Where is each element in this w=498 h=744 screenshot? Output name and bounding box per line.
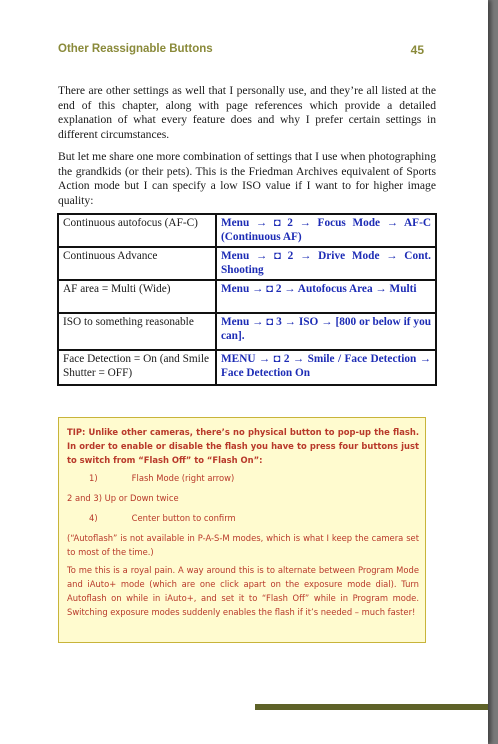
chapter-title: Other Reassignable Buttons xyxy=(58,43,213,55)
settings-table xyxy=(57,213,437,386)
tip-box xyxy=(58,417,426,643)
footer-bar xyxy=(255,704,488,710)
tip-intro: TIP: Unlike other cameras, there’s no physical button to pop-up the flash. In order to enable or disable the flash you have to press four buttons just to switch from “Flash Off” to “Flash On”: xyxy=(67,427,419,465)
tip-note: (“Autoflash” is not available in P-A-S-M modes, which is what I keep the camera set to most of the time.) xyxy=(67,533,419,557)
setting-cell: Continuous autofocus (AF-C) xyxy=(58,214,216,247)
step-number: 4) xyxy=(89,513,98,523)
tip-step-1 xyxy=(67,471,419,485)
step-text: Flash Mode (right arrow) xyxy=(131,473,235,483)
table-row xyxy=(58,350,436,385)
setting-cell: AF area = Multi (Wide) xyxy=(58,280,216,313)
step-text: Center button to confirm xyxy=(131,513,236,523)
tip-step-2-3: 2 and 3) Up or Down twice xyxy=(67,493,179,503)
menu-path-cell: Menu → ◘ 2 → Focus Mode → AF-C (Continuous AF) xyxy=(216,214,436,247)
setting-cell: Face Detection = On (and Smile Shutter = OFF) xyxy=(58,350,216,385)
tip-closing: To me this is a royal pain. A way around this is to alternate between Program Mode and iAuto+ mode (which are one click apart on the exposure mode dial). Turn Autoflash on while in iAuto+, and set it to “Flash Off” while in Program mode. Switching exposure modes suddenly enables the flash if it’s needed – much faster! xyxy=(67,565,419,617)
menu-path-cell: Menu → ◘ 3 → ISO → [800 or below if you can]. xyxy=(216,313,436,350)
setting-cell: ISO to something reasonable xyxy=(58,313,216,350)
table-row xyxy=(58,313,436,350)
table-row xyxy=(58,280,436,313)
menu-path-cell: Menu → ◘ 2 → Drive Mode → Cont. Shooting xyxy=(216,247,436,280)
paragraph-1: There are other settings as well that I personally use, and they’re all listed at the end of this chapter, along with page references which provide a detailed explanation of what every feature does and why I prefer certain settings in different circumstances. xyxy=(58,84,436,141)
page-header xyxy=(58,43,424,55)
page-number: 45 xyxy=(410,43,424,57)
step-number: 1) xyxy=(89,473,98,483)
menu-path-cell: MENU → ◘ 2 → Smile / Face Detection → Face Detection On xyxy=(216,350,436,385)
tip-step-4 xyxy=(67,511,419,525)
setting-cell: Continuous Advance xyxy=(58,247,216,280)
menu-path-cell: Menu → ◘ 2 → Autofocus Area → Multi xyxy=(216,280,436,313)
paragraph-2: But let me share one more combination of settings that I use when photographing the grandkids (or their pets). This is the Friedman Archives equivalent of Sports Action mode but I can specify a low ISO value if I want to for higher image quality: xyxy=(58,150,436,207)
table-row xyxy=(58,247,436,280)
table-row xyxy=(58,214,436,247)
